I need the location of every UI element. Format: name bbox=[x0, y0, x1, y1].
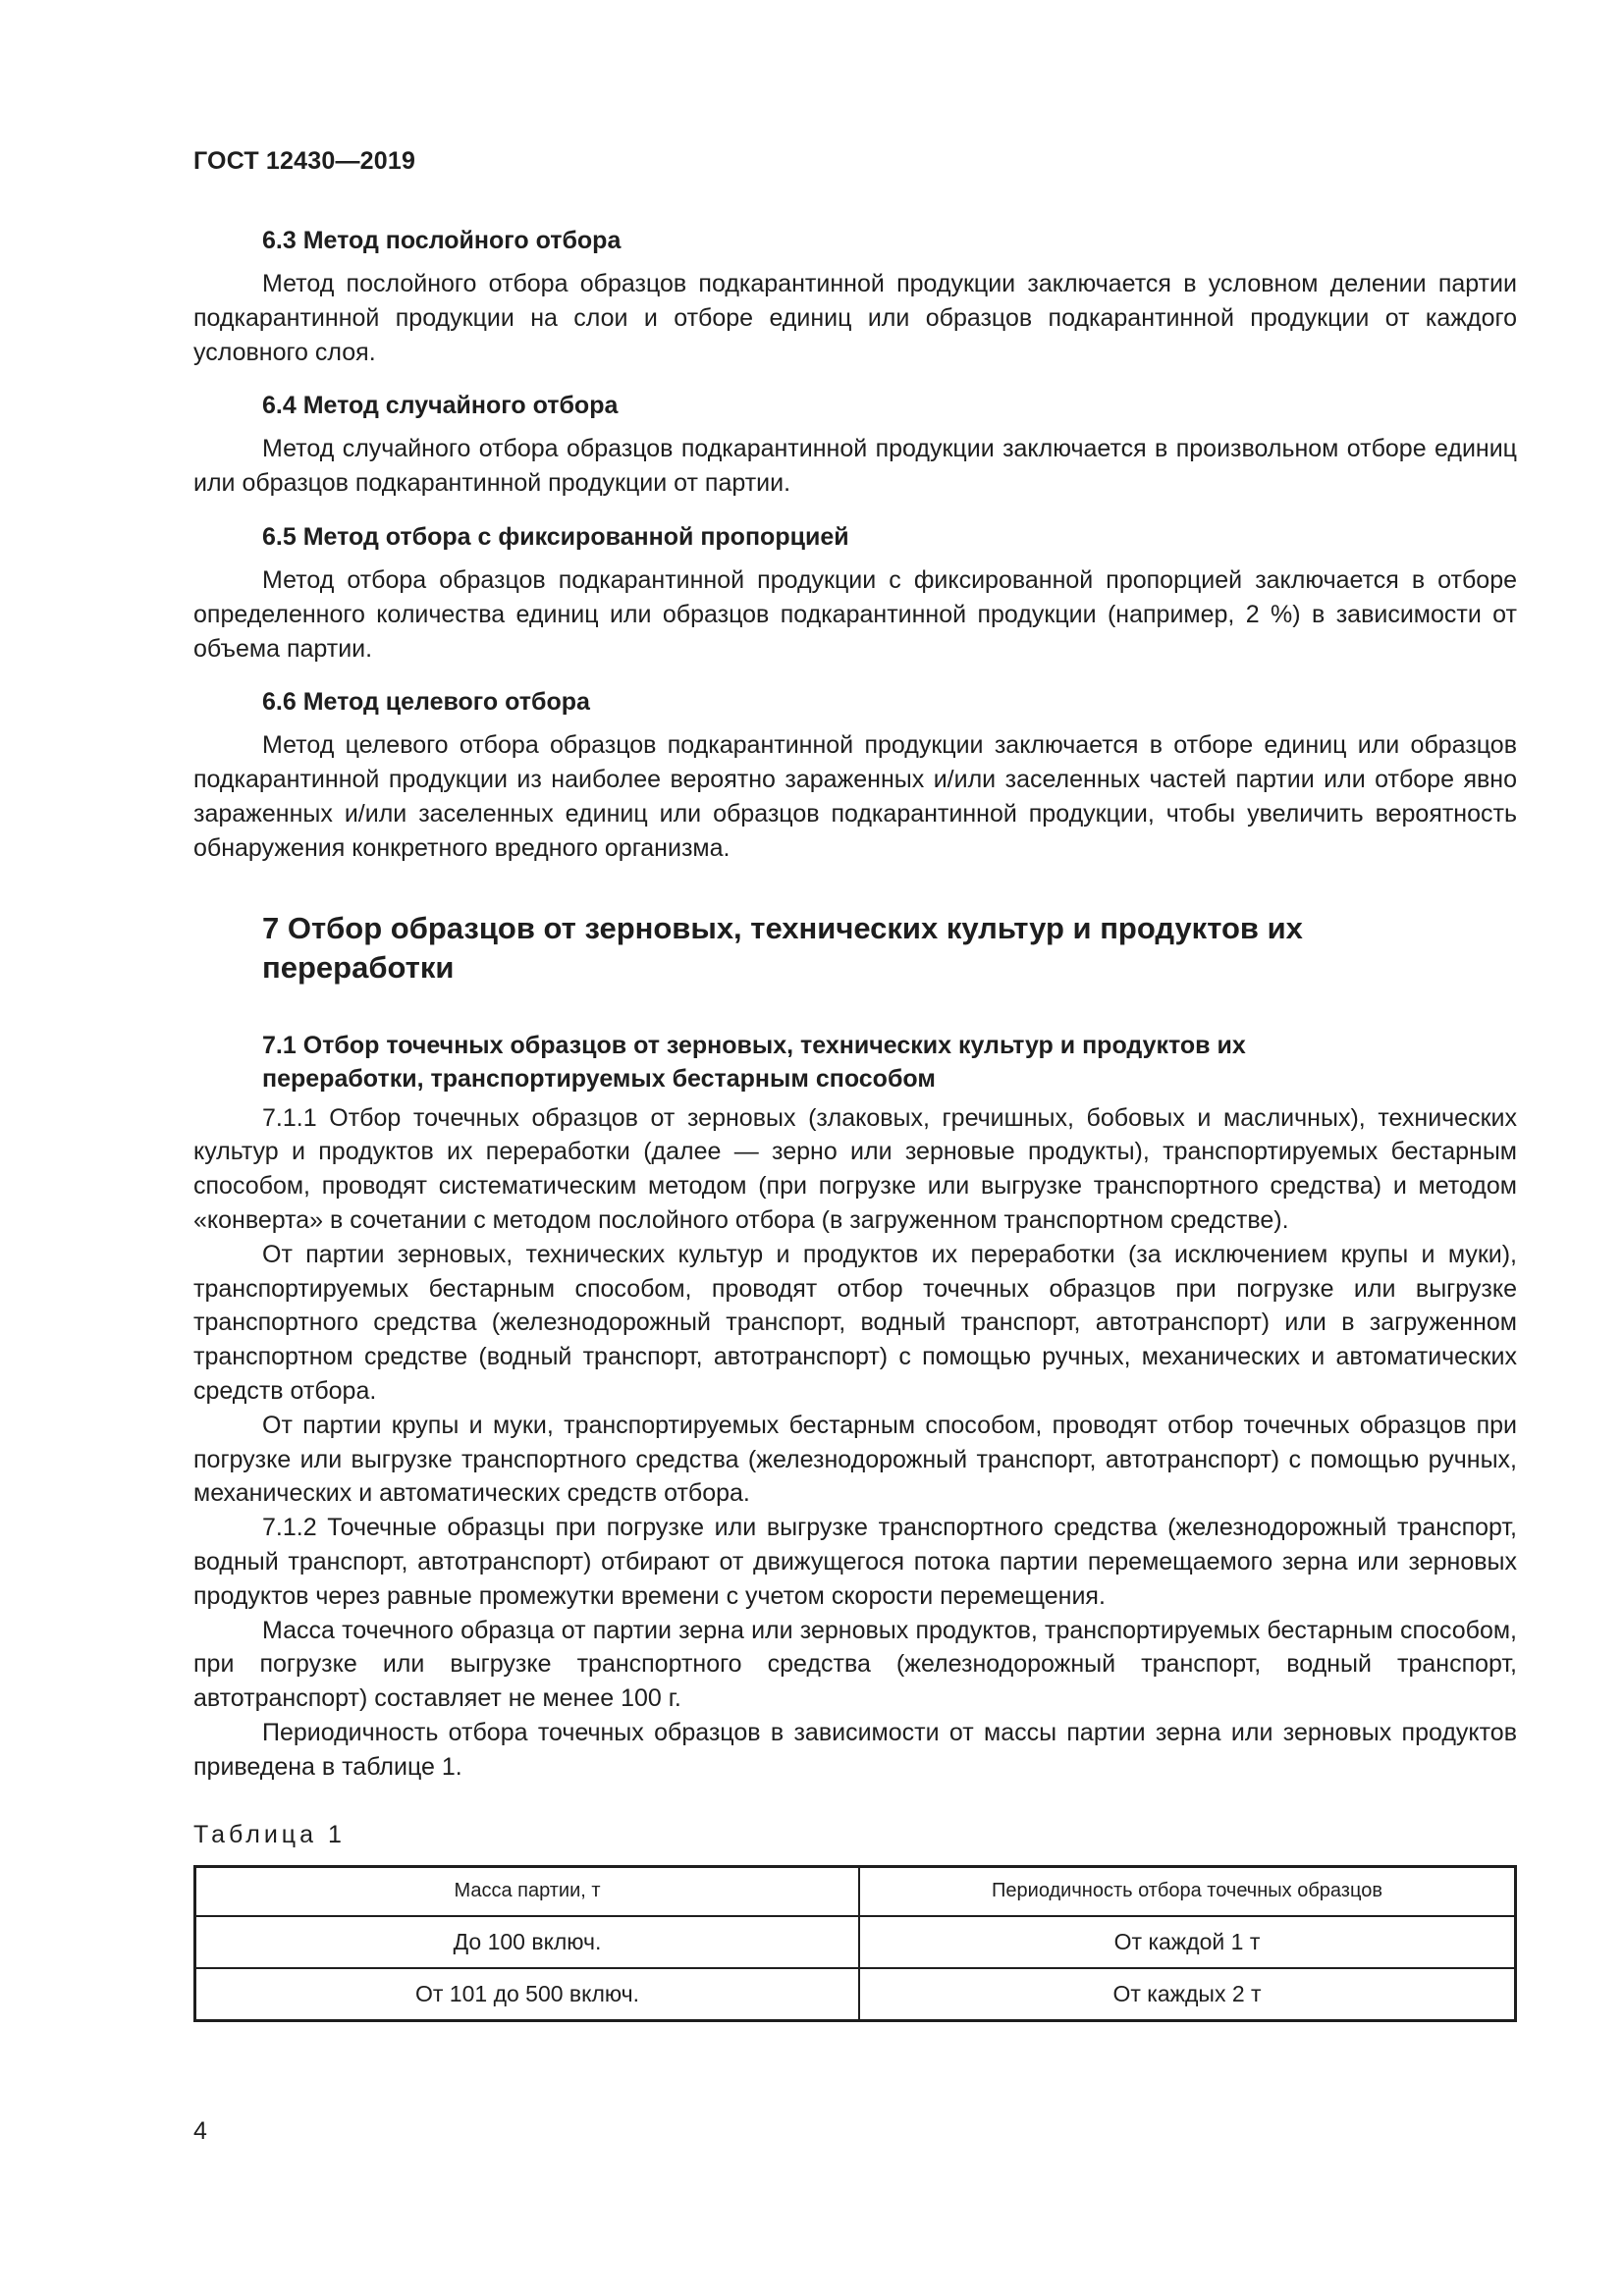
column-header-frequency: Периодичность отбора точечных образцов bbox=[859, 1866, 1516, 1916]
heading-6-3: 6.3 Метод послойного отбора bbox=[262, 227, 622, 254]
heading-6-6: 6.6 Метод целевого отбора bbox=[262, 688, 590, 717]
page-number: 4 bbox=[193, 2117, 207, 2145]
sampling-frequency-table bbox=[193, 1865, 1517, 2022]
table-cell: До 100 включ. bbox=[195, 1916, 860, 1968]
section-7-title: 7 Отбор образцов от зерновых, технических культур и продуктов их переработки bbox=[262, 910, 1303, 985]
table-row bbox=[195, 1968, 1516, 2021]
column-header-batch-mass: Масса партии, т bbox=[195, 1866, 860, 1916]
paragraph: Метод послойного отбора образцов подкарантинной продукции заключается в условном делении партии подкарантинной продукции на слои и отборе единиц или образцов подкарантинной продукции от каждого условного слоя. bbox=[193, 270, 1517, 366]
table-cell: От 101 до 500 включ. bbox=[195, 1968, 860, 2021]
paragraph: Метод целевого отбора образцов подкарантинной продукции заключается в отборе единиц или образцов подкарантинной продукции из наиболее вероятно зараженных и/или заселенных частей партии или отборе явно зараженных и/или заселенных единиц или образцов подкарантинной продукции, чтобы увеличить вероятность обнаружения конкретного вредного организма. bbox=[193, 731, 1517, 862]
heading-6-5: 6.5 Метод отбора с фиксированной пропорцией bbox=[262, 522, 849, 551]
document-body bbox=[193, 224, 1517, 2022]
table-cell: От каждых 2 т bbox=[859, 1968, 1516, 2021]
paragraph-7-1-1: 7.1.1 Отбор точечных образцов от зерновых (злаковых, гречишных, бобовых и масличных), технических культур и продуктов их переработки (далее — зерно или зерновые продукты), транспортируемых бестарным способом, проводят систематическим методом (при погрузке или выгрузке транспортного средства) и методом «конверта» в сочетании с методом послойного отбора (в загруженном транспортном средстве). bbox=[193, 1103, 1517, 1234]
paragraph: Метод случайного отбора образцов подкарантинной продукции заключается в произвольном отборе единиц или образцов подкарантинной продукции от партии. bbox=[193, 435, 1517, 498]
paragraph: От партии крупы и муки, транспортируемых бестарным способом, проводят отбор точечных образцов при погрузке или выгрузке транспортного средства (железнодорожный транспорт, автотранспорт) с помощью ручных, механических и автоматических средств отбора. bbox=[193, 1411, 1517, 1508]
paragraph: Периодичность отбора точечных образцов в зависимости от массы партии зерна или зерновых продуктов приведена в таблице 1. bbox=[193, 1718, 1517, 1781]
heading-7-1: 7.1 Отбор точечных образцов от зерновых, технических культур и продуктов их переработки, транспортируемых бестарным способом bbox=[262, 1031, 1246, 1093]
table-header-row bbox=[195, 1866, 1516, 1916]
paragraph: Метод отбора образцов подкарантинной продукции с фиксированной пропорцией заключается в отборе определенного количества единиц или образцов подкарантинной продукции (например, 2 %) в зависимости от объема партии. bbox=[193, 565, 1517, 663]
paragraph: Масса точечного образца от партии зерна или зерновых продуктов, транспортируемых бестарным способом, при погрузке или выгрузке транспортного средства (железнодорожный транспорт, водный транспорт, автотранспорт) составляет не менее 100 г. bbox=[193, 1616, 1517, 1713]
table-row bbox=[195, 1916, 1516, 1968]
heading-6-4: 6.4 Метод случайного отбора bbox=[262, 392, 619, 420]
table-cell: От каждой 1 т bbox=[859, 1916, 1516, 1968]
paragraph: От партии зерновых, технических культур и продуктов их переработки (за исключением крупы и муки), транспортируемых бестарным способом, проводят отбор точечных образцов при погрузке или выгрузке транспортного средства (железнодорожный транспорт, водный транспорт, автотранспорт) или в загруженном транспортном средстве (водный транспорт, автотранспорт) с помощью ручных, механических и автоматических средств отбора. bbox=[193, 1240, 1517, 1405]
paragraph-7-1-2: 7.1.2 Точечные образцы при погрузке или выгрузке транспортного средства (железнодорожный транспорт, водный транспорт, автотранспорт) отбирают от движущегося потока партии перемещаемого зерна или зерновых продуктов через равные промежутки времени с учетом скорости перемещения. bbox=[193, 1514, 1517, 1610]
table-caption: Таблица 1 bbox=[193, 1820, 346, 1848]
document-code-header: ГОСТ 12430—2019 bbox=[193, 147, 416, 175]
